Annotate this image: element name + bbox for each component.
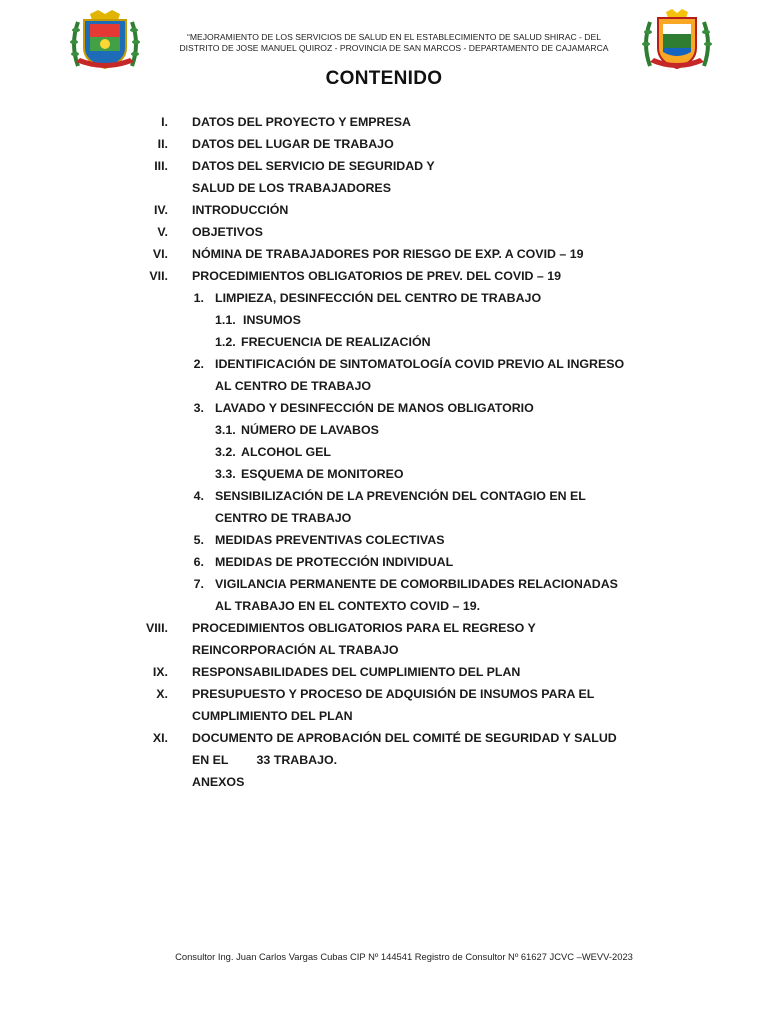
toc-number: 3.: [193, 401, 204, 415]
toc-text: SALUD DE LOS TRABAJADORES: [192, 181, 391, 195]
page-title: CONTENIDO: [325, 68, 443, 89]
toc-item-vii-3-1: [0, 419, 768, 441]
district-crest-icon: [68, 8, 142, 72]
toc-number: II.: [157, 137, 168, 151]
toc-number: 1.: [193, 291, 204, 305]
toc-text: VIGILANCIA PERMANENTE DE COMORBILIDADES RELACIONADAS: [215, 577, 618, 591]
toc-number: X.: [156, 687, 168, 701]
toc-number: 2.: [193, 357, 204, 371]
toc-item-x-cont: [0, 705, 768, 727]
toc-item-viii: [0, 617, 768, 639]
province-crest-icon: [640, 8, 714, 72]
toc-text: PROCEDIMIENTOS OBLIGATORIOS PARA EL REGRESO Y: [192, 621, 536, 635]
toc-number: 5.: [193, 533, 204, 547]
page-footer: Consultor Ing. Juan Carlos Vargas Cubas CIP Nº 144541 Registro de Consultor Nº 61627 JCVC –WEVV-2023: [175, 951, 633, 962]
toc-item-vi: [0, 243, 768, 265]
toc-item-vii-3: [0, 397, 768, 419]
toc-item-vii-7: [0, 573, 768, 595]
toc-text: DATOS DEL LUGAR DE TRABAJO: [192, 137, 394, 151]
toc-item-iv: [0, 199, 768, 221]
toc-text: DATOS DEL SERVICIO DE SEGURIDAD Y: [192, 159, 435, 173]
toc-text: NÓMINA DE TRABAJADORES POR RIESGO DE EXP. A COVID – 19: [192, 247, 584, 261]
toc-item-vii-6: [0, 551, 768, 573]
toc-item-vii-3-3: [0, 463, 768, 485]
toc-text: OBJETIVOS: [192, 225, 263, 239]
toc-item-vii-4-cont: [0, 507, 768, 529]
toc-number: 3.1.: [215, 423, 236, 437]
toc-item-viii-cont: [0, 639, 768, 661]
toc-item-vii-1: [0, 287, 768, 309]
toc-text: IDENTIFICACIÓN DE SINTOMATOLOGÍA COVID PREVIO AL INGRESO: [215, 357, 625, 371]
toc-item-v: [0, 221, 768, 243]
table-of-contents: [0, 111, 768, 793]
toc-text: RESPONSABILIDADES DEL CUMPLIMIENTO DEL PLAN: [192, 665, 521, 679]
toc-item-ii: [0, 133, 768, 155]
toc-number: IV.: [153, 203, 168, 217]
project-title-header: [150, 32, 638, 54]
toc-text: LIMPIEZA, DESINFECCIÓN DEL CENTRO DE TRABAJO: [215, 291, 542, 305]
toc-text: LAVADO Y DESINFECCIÓN DE MANOS OBLIGATORIO: [215, 401, 534, 415]
toc-number: 6.: [193, 555, 204, 569]
toc-number: VI.: [152, 247, 168, 261]
toc-text: REINCORPORACIÓN AL TRABAJO: [192, 643, 399, 657]
toc-item-vii-1-2: [0, 331, 768, 353]
toc-item-ix: [0, 661, 768, 683]
toc-text: PROCEDIMIENTOS OBLIGATORIOS DE PREV. DEL COVID – 19: [192, 269, 562, 283]
toc-item-vii-5: [0, 529, 768, 551]
toc-text: EN EL: [192, 753, 229, 767]
toc-item-xi-cont: [0, 749, 768, 771]
toc-number: VIII.: [145, 621, 168, 635]
toc-number: 3.2.: [215, 445, 236, 459]
toc-text: MEDIDAS DE PROTECCIÓN INDIVIDUAL: [215, 555, 454, 569]
toc-number: 1.1.: [215, 313, 236, 327]
header-line-1: “MEJORAMIENTO DE LOS SERVICIOS DE SALUD EN EL ESTABLECIMIENTO DE SALUD SHIRAC - DEL: [186, 32, 602, 42]
toc-number: VII.: [149, 269, 168, 283]
toc-item-vii-2: [0, 353, 768, 375]
toc-item-vii-1-1: [0, 309, 768, 331]
toc-text: CENTRO DE TRABAJO: [215, 511, 352, 525]
toc-text: NÚMERO DE LAVABOS: [241, 423, 379, 437]
header-line-2: DISTRITO DE JOSE MANUEL QUIROZ - PROVINCIA DE SAN MARCOS - DEPARTAMENTO DE CAJAMARCA: [179, 43, 609, 53]
toc-text-after: TRABAJO.: [273, 753, 338, 767]
toc-text: INSUMOS: [243, 313, 301, 327]
toc-item-x: [0, 683, 768, 705]
toc-item-iii: [0, 155, 768, 177]
toc-number: IX.: [152, 665, 168, 679]
toc-item-anexos: [0, 771, 768, 793]
toc-number: 7.: [193, 577, 204, 591]
toc-item-iii-cont: [0, 177, 768, 199]
toc-item-xi: [0, 727, 768, 749]
toc-text: FRECUENCIA DE REALIZACIÓN: [241, 335, 431, 349]
toc-text: DATOS DEL PROYECTO Y EMPRESA: [192, 115, 411, 129]
toc-number: I.: [161, 115, 168, 129]
toc-text: PRESUPUESTO Y PROCESO DE ADQUISIÓN DE INSUMOS PARA EL: [192, 687, 595, 701]
toc-text: INTRODUCCIÓN: [192, 203, 289, 217]
toc-text: CUMPLIMIENTO DEL PLAN: [192, 709, 353, 723]
toc-text-with-page: [192, 749, 337, 771]
toc-item-vii-2-cont: [0, 375, 768, 397]
toc-item-i: [0, 111, 768, 133]
toc-number: XI.: [152, 731, 168, 745]
toc-number: III.: [154, 159, 168, 173]
toc-text: ALCOHOL GEL: [241, 445, 331, 459]
toc-text: AL TRABAJO EN EL CONTEXTO COVID – 19.: [215, 599, 481, 613]
toc-text: MEDIDAS PREVENTIVAS COLECTIVAS: [215, 533, 445, 547]
page-number: 33: [256, 753, 271, 767]
toc-item-vii-7-cont: [0, 595, 768, 617]
toc-text: ESQUEMA DE MONITOREO: [241, 467, 404, 481]
toc-text: ANEXOS: [192, 775, 245, 789]
toc-item-vii-3-2: [0, 441, 768, 463]
toc-item-vii: [0, 265, 768, 287]
toc-number: V.: [157, 225, 168, 239]
toc-number: 1.2.: [215, 335, 236, 349]
toc-number: 4.: [193, 489, 204, 503]
toc-number: 3.3.: [215, 467, 236, 481]
toc-text: SENSIBILIZACIÓN DE LA PREVENCIÓN DEL CONTAGIO EN EL: [215, 489, 586, 503]
toc-text: DOCUMENTO DE APROBACIÓN DEL COMITÉ DE SEGURIDAD Y SALUD: [192, 731, 617, 745]
toc-item-vii-4: [0, 485, 768, 507]
toc-text: AL CENTRO DE TRABAJO: [215, 379, 372, 393]
